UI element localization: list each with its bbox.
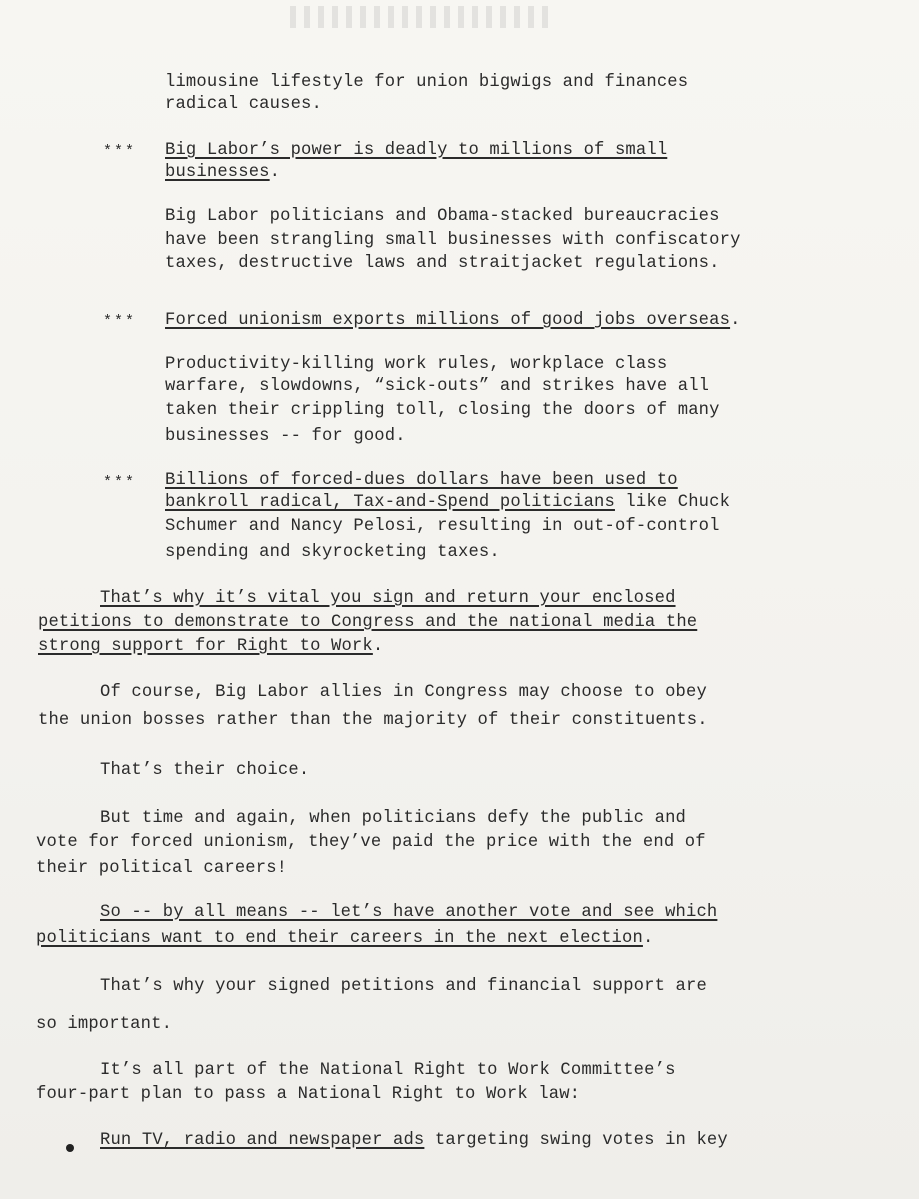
item-heading bbox=[165, 310, 741, 332]
item-heading: Billions of forced-dues dollars have been used to bbox=[165, 471, 678, 490]
bleed-through-text bbox=[290, 6, 550, 28]
paragraph-underlined: politicians want to end their careers in the next election bbox=[36, 929, 643, 948]
bullet-rest: targeting swing votes in key bbox=[424, 1131, 728, 1150]
item-body-line: have been strangling small businesses with confiscatory bbox=[165, 231, 741, 250]
paragraph-line: Of course, Big Labor allies in Congress may choose to obey bbox=[100, 683, 707, 702]
bullet-item bbox=[100, 1130, 728, 1152]
paragraph-line: four-part plan to pass a National Right to Work law: bbox=[36, 1085, 581, 1104]
item-body-line: spending and skyrocketing taxes. bbox=[165, 543, 500, 562]
item-body-line: Schumer and Nancy Pelosi, resulting in out-of-control bbox=[165, 517, 720, 536]
paragraph-line: limousine lifestyle for union bigwigs and finances bbox=[165, 73, 689, 92]
paragraph-line: radical causes. bbox=[165, 95, 322, 114]
paragraph-line bbox=[38, 636, 383, 658]
item-body-line: taken their crippling toll, closing the doors of many bbox=[165, 401, 720, 420]
paragraph-line: the union bosses rather than the majority of their constituents. bbox=[38, 711, 708, 730]
paragraph-line: That’s why your signed petitions and financial support are bbox=[100, 977, 707, 996]
item-marker: *** bbox=[103, 474, 137, 491]
item-heading-underlined: businesses bbox=[165, 163, 270, 182]
item-heading bbox=[165, 162, 280, 184]
item-body-line: taxes, destructive laws and straitjacket regulations. bbox=[165, 254, 720, 273]
paragraph-line: That’s why it’s vital you sign and return your enclosed bbox=[100, 589, 676, 608]
item-body-line: warfare, slowdowns, “sick-outs” and strikes have all bbox=[165, 377, 710, 396]
item-heading-rest: like Chuck bbox=[614, 493, 731, 512]
paragraph-line: their political careers! bbox=[36, 859, 288, 878]
item-heading-end: . bbox=[269, 163, 281, 182]
paragraph-line: It’s all part of the National Right to Work Committee’s bbox=[100, 1061, 676, 1080]
item-marker: *** bbox=[103, 313, 137, 330]
paragraph-line: But time and again, when politicians defy the public and bbox=[100, 809, 686, 828]
item-marker: *** bbox=[103, 143, 137, 160]
item-heading-underlined: Forced unionism exports millions of good jobs overseas bbox=[165, 311, 731, 330]
bullet-underlined: Run TV, radio and newspaper ads bbox=[100, 1131, 425, 1150]
item-heading bbox=[165, 492, 730, 514]
item-body-line: Big Labor politicians and Obama-stacked bureaucracies bbox=[165, 207, 720, 226]
paragraph-line: petitions to demonstrate to Congress and the national media the bbox=[38, 613, 698, 632]
paragraph-line: That’s their choice. bbox=[100, 761, 310, 780]
paragraph-line: So -- by all means -- let’s have another vote and see which bbox=[100, 903, 718, 922]
item-body-line: businesses -- for good. bbox=[165, 427, 406, 446]
item-body-line: Productivity-killing work rules, workplace class bbox=[165, 355, 668, 374]
paragraph-underlined: strong support for Right to Work bbox=[38, 637, 373, 656]
paragraph-line: so important. bbox=[36, 1015, 173, 1034]
item-heading: Big Labor’s power is deadly to millions of small bbox=[165, 141, 668, 160]
paragraph-end: . bbox=[372, 637, 384, 656]
item-heading-underlined: bankroll radical, Tax-and-Spend politicians bbox=[165, 493, 615, 512]
paragraph-end: . bbox=[642, 929, 654, 948]
paragraph-line: vote for forced unionism, they’ve paid the price with the end of bbox=[36, 833, 706, 852]
bullet-dot-icon bbox=[66, 1144, 74, 1152]
item-heading-end: . bbox=[730, 311, 741, 330]
paragraph-line bbox=[36, 928, 653, 950]
